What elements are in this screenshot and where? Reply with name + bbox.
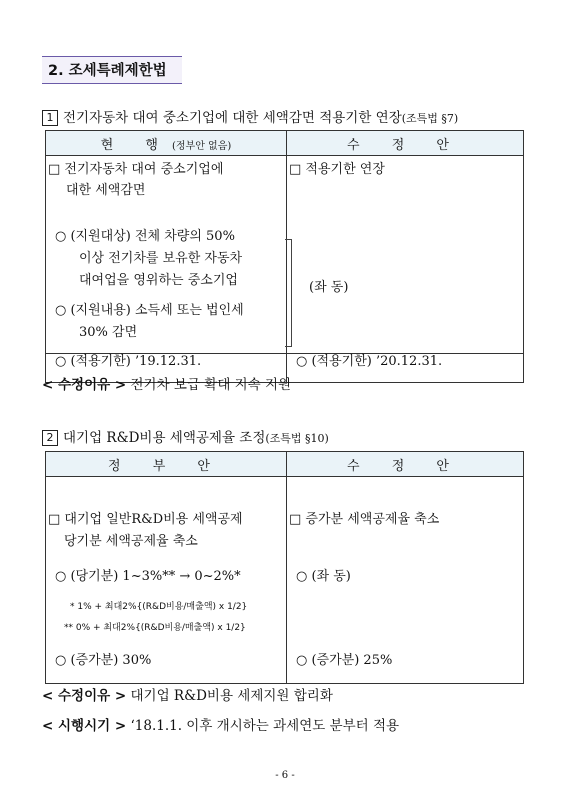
item2-gov-b2: ○ (증가분) 30% — [55, 653, 152, 668]
item1-heading — [42, 106, 458, 126]
item2-gov-head-line1: □ 대기업 일반R&D비용 세액공제 — [48, 512, 243, 527]
item1-header-current: 현 행(정부안 없음) — [46, 131, 287, 156]
item2-revised-b1: ○ (좌 동) — [296, 569, 351, 584]
item2-reason-text: 대기업 R&D비용 세제지원 합리화 — [130, 688, 333, 704]
page-number: - 6 - — [275, 770, 295, 781]
item1-revised-cell — [287, 156, 524, 354]
item2-revised-b2: ○ (증가분) 25% — [296, 653, 393, 668]
item1-revised-head: □ 적용기한 연장 — [289, 162, 385, 177]
item1-title: 전기자동차 대여 중소기업에 대한 세액감면 적용기한 연장 — [63, 110, 402, 126]
item2-header-gov: 정 부 안 — [46, 452, 287, 477]
item2-ref: (조특법 §10) — [265, 432, 329, 445]
item2-effective-label: < 시행시기 > — [42, 718, 127, 734]
item1-current-head-line1: □ 전기자동차 대여 중소기업에 — [48, 162, 224, 177]
item1-current-b2-line1: ○ (지원내용) 소득세 또는 법인세 — [55, 303, 244, 318]
item1-current-b2-line2: 30% 감면 — [79, 325, 138, 340]
item1-current-head-line2: 대한 세액감면 — [66, 183, 146, 198]
item2-reason — [42, 684, 333, 704]
section-title: 2. 조세특례제한법 — [42, 56, 182, 84]
item1-header-revised: 수 정 안 — [287, 131, 524, 156]
item2-header-revised: 수 정 안 — [287, 452, 524, 477]
item1-ref: (조특법 §7) — [401, 112, 459, 125]
item2-revised-cell — [287, 477, 524, 684]
item1-number: 1 — [42, 110, 58, 126]
item2-revised-head: □ 증가분 세액공제율 축소 — [289, 512, 440, 527]
item2-effective — [42, 714, 399, 734]
item1-reason — [42, 373, 291, 393]
item1-current-b1-line1: ○ (지원대상) 전체 차량의 50% — [55, 229, 235, 244]
item1-table — [45, 130, 524, 383]
item2-effective-text: ‘18.1.1. 이후 개시하는 과세연도 분부터 적용 — [130, 718, 400, 734]
item1-revised-deadline: ○ (적용기한) ’20.12.31. — [296, 354, 443, 369]
item1-bracket — [285, 239, 292, 347]
item1-reason-text: 전기차 보급 확대 지속 지원 — [130, 377, 292, 393]
item2-gov-head-line2: 당기분 세액공제율 축소 — [64, 534, 198, 549]
item2-heading — [42, 426, 329, 446]
item1-revised-same: (좌 동) — [309, 280, 349, 295]
item1-reason-label: < 수정이유 > — [42, 377, 127, 393]
item2-title: 대기업 R&D비용 세액공제율 조정 — [63, 430, 266, 446]
item2-gov-b1: ○ (당기분) 1~3%** → 0~2%* — [55, 569, 241, 584]
item1-revised-deadline-cell — [287, 354, 524, 383]
item1-current-b1-line2: 이상 전기차를 보유한 자동차 — [79, 251, 243, 266]
item2-gov-footnote1: * 1% + 최대2%{(R&D비용/매출액) x 1/2} — [70, 602, 248, 612]
item2-table — [45, 451, 524, 684]
item2-gov-cell — [46, 477, 287, 684]
item1-current-b1-line3: 대여업을 영위하는 중소기업 — [79, 273, 238, 288]
item2-gov-footnote2: ** 0% + 최대2%{(R&D비용/매출액) x 1/2} — [64, 623, 246, 633]
item2-number: 2 — [42, 430, 58, 446]
item2-reason-label: < 수정이유 > — [42, 688, 127, 704]
item1-current-deadline: ○ (적용기한) ’19.12.31. — [55, 354, 202, 369]
item1-current-cell — [46, 156, 287, 354]
